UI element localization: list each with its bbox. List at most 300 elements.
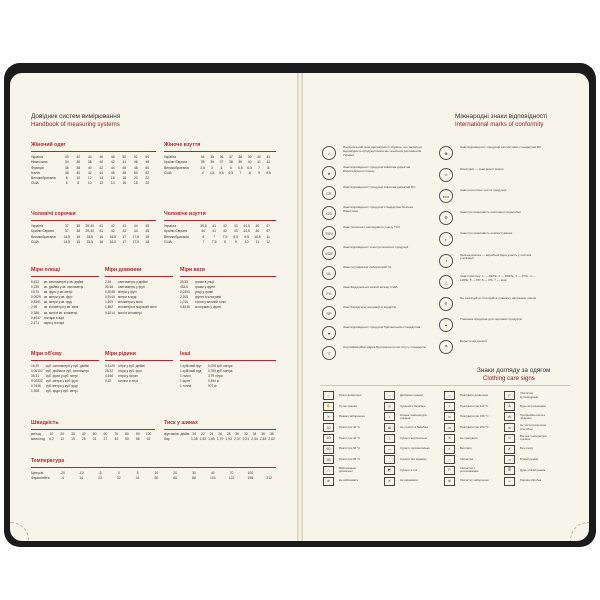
row-label: США — [31, 181, 39, 186]
list-value: 35,31 — [31, 374, 39, 379]
list-unit: 0,454 кг — [208, 379, 220, 384]
table-cell: 104 — [209, 476, 216, 481]
table-cell: 16 — [99, 234, 104, 239]
table-cell: 41 — [99, 224, 104, 228]
wash-60-icon: 60 — [323, 445, 334, 454]
table-cell: 38 — [76, 165, 81, 170]
list-value: 0,9144 — [105, 295, 115, 300]
table-cell: 20 — [173, 471, 178, 475]
table-cell: 46 — [255, 224, 260, 228]
list-value: 0,3048 — [105, 290, 115, 295]
table-cell: 48 — [122, 170, 127, 175]
row-label: США — [164, 170, 172, 175]
table-cell: 22 — [145, 176, 150, 181]
list-unit: літри у куб. футі — [118, 369, 142, 374]
low-tumble-icon: • — [384, 412, 395, 421]
list-value: 1 тонна — [180, 384, 192, 389]
iron-icon: ⌂ — [444, 391, 455, 400]
care-sign-label: Хімчистка з розчинниками — [460, 466, 479, 474]
conformity-mark — [439, 232, 544, 246]
care-sign-label: Не віджимати — [400, 478, 418, 483]
very-mild-icon: ≣ — [504, 466, 515, 475]
no-wet-icon: ⊘ — [504, 423, 515, 432]
fragile-icon: ☂ — [439, 340, 453, 354]
mark-description: Знак Федеральної комісії зв'язку США — [343, 285, 398, 289]
care-sign — [504, 466, 550, 475]
conformity-mark — [322, 226, 427, 240]
table-cell: 9,5 — [266, 170, 271, 175]
eco-icon: eco — [439, 189, 453, 203]
table-cell: 42 — [110, 224, 115, 228]
list-unit: кв. метри у кв. футі — [44, 295, 73, 300]
conformity-mark — [439, 189, 544, 203]
table-cell: 212 — [266, 476, 272, 481]
conformity-mark — [439, 275, 544, 289]
liquids-title: Міри рідини — [105, 351, 136, 357]
pressure-title: Тиск у шинах — [164, 420, 198, 426]
list-unit: грами у фунті — [195, 285, 216, 290]
table-cell: 18 — [122, 176, 127, 181]
mark-description: Woolmark — знак якості вовни — [460, 166, 504, 171]
table-cell: 46 — [133, 160, 138, 165]
care-sign — [384, 434, 430, 443]
table-cell: 52 — [133, 155, 138, 159]
care-sign-label: Сушити в тіні — [400, 467, 418, 472]
list-item — [180, 305, 239, 310]
list-item — [31, 389, 99, 394]
care-sign — [504, 445, 550, 454]
section-underline — [31, 220, 156, 221]
care-sign — [444, 423, 490, 432]
no-iron-icon: ✕ — [444, 434, 455, 443]
table-cell: 7,5 — [222, 234, 228, 239]
mark-description: Знак про можливість компостування — [460, 231, 513, 235]
row-label: Великобританія — [31, 234, 56, 239]
table-cell: 39-40 — [85, 224, 95, 228]
table-cell: 15 — [76, 239, 81, 244]
care-sign-label: Парова обробка — [520, 478, 542, 483]
list-unit: кв. фути у кв. метрі — [44, 290, 73, 295]
table-cell: 40 — [64, 155, 69, 159]
womens-clothing-title: Жіночий одяг — [31, 142, 66, 148]
list-unit: милі в кілометрі — [118, 310, 142, 315]
hand-wash-icon: ✋ — [323, 402, 334, 411]
table-cell: 34 — [200, 155, 205, 159]
care-sign-label: Без пари — [460, 446, 472, 451]
table-cell: -5 — [98, 471, 102, 475]
no-wring-icon: ✕ — [384, 477, 395, 486]
no-chlorine-icon: ✗ — [504, 445, 515, 454]
mark-description: Берегти від вологи — [460, 338, 487, 343]
table-cell: 41 — [257, 160, 261, 165]
conformity-mark — [322, 266, 427, 280]
list-unit: сантиметри у футі — [118, 285, 145, 290]
table-cell: 40 — [87, 165, 92, 170]
care-sign — [504, 391, 550, 400]
list-value: 2,59 — [31, 305, 38, 310]
table-row — [164, 171, 273, 176]
table-cell: 19 — [71, 437, 75, 442]
row-label: США — [31, 239, 39, 244]
bsi-mark-icon: ♥ — [322, 326, 336, 340]
list-unit: кв. дюйма у кв. сантиметрі — [44, 285, 84, 290]
table-cell: 36 — [219, 155, 224, 159]
table-cell: 18 — [145, 234, 150, 239]
table-cell: 39 — [238, 160, 243, 165]
table-cell: 44 — [133, 229, 138, 234]
table-cell: 50 — [92, 432, 97, 436]
list-value: 453,6 — [180, 285, 188, 290]
list-value: 0,7646 — [31, 384, 41, 389]
table-cell: 44 — [110, 165, 115, 170]
table-cell: 31 — [92, 437, 97, 442]
speed-title: Швидкість — [31, 420, 59, 426]
table-cell: 41 — [212, 224, 217, 228]
weight-list — [180, 280, 239, 311]
gs-mark-icon: GS — [322, 206, 336, 220]
table-cell: 44,5 — [243, 229, 250, 234]
table-cell: 6,5 — [247, 165, 252, 170]
table-cell: 41 — [266, 155, 271, 159]
care-sign — [384, 455, 430, 464]
table-cell: 18 — [133, 181, 138, 186]
table-cell: 47 — [266, 224, 271, 228]
table-cell: 17,5 — [132, 239, 140, 244]
care-sign-label: Прасувати при 150 °C — [460, 414, 489, 419]
temperature-title: Температура — [31, 458, 65, 464]
table-cell: 43 — [233, 229, 238, 234]
table-cell: 34 — [64, 160, 69, 165]
ce-mark-icon: CE — [322, 186, 336, 200]
volume-title: Міри об'єму — [31, 351, 62, 357]
care-sign-label: Не сушити в барабані — [400, 424, 429, 429]
table-cell: 50 — [154, 476, 159, 481]
conformity-mark — [439, 297, 544, 311]
table-cell: 46 — [255, 229, 260, 234]
wash-40-icon: 40 — [323, 434, 334, 443]
table-cell: 100 — [145, 432, 152, 436]
csa-mark-icon: SP — [322, 306, 336, 320]
table-cell: 45 — [145, 229, 150, 234]
ul-mark-icon: UL — [322, 266, 336, 280]
table-cell: 36 — [210, 160, 214, 165]
mark-description: Національний знак відповідності України, що засвідчує відповідність продукції вимогам технічних регламентів України — [343, 145, 422, 157]
conformity-mark — [322, 346, 427, 360]
list-unit: галони в літрі — [118, 379, 139, 384]
table-cell: 2,21 — [242, 437, 250, 442]
care-sign-label: Прасувати дозволено — [460, 392, 489, 397]
table-cell: 24 — [209, 432, 214, 436]
table-cell: 14 — [110, 181, 115, 186]
list-value: 0,06102 — [31, 369, 43, 374]
table-cell: 42 — [110, 229, 115, 234]
mark-description: Знак Канадської асоціації стандартів — [343, 305, 396, 309]
care-sign — [444, 455, 490, 464]
table-cell: 46 — [122, 165, 127, 170]
care-sign — [323, 423, 369, 432]
table-cell: 62 — [146, 437, 151, 442]
care-sign-label: Прасувати при 200 °C — [460, 424, 489, 429]
table-cell: 8 — [248, 170, 251, 175]
table-cell: 52 — [145, 170, 150, 175]
table-cell: 43 — [122, 224, 127, 228]
table-cell: 10,5 — [254, 234, 261, 239]
list-unit: кв. метри у кв. ярді — [44, 300, 72, 305]
list-value: 1 кубічний ярд — [180, 369, 202, 374]
length-title: Міри довжини — [105, 267, 142, 273]
mark-description: Знак про можливість повторної переробки — [460, 209, 521, 214]
table-row — [164, 437, 276, 442]
table-cell: 68 — [173, 476, 178, 481]
list-value: 0,155 — [31, 285, 39, 290]
bleach-icon: △ — [323, 466, 334, 475]
table-cell: 41 — [99, 229, 104, 234]
table-cell: 7,5 — [211, 239, 217, 244]
table-cell: 20 — [133, 176, 138, 181]
care-sign — [504, 423, 550, 432]
care-sign-label: Без хлору — [520, 446, 533, 451]
table-cell: 8,5 — [233, 234, 239, 239]
kite-mark-icon: ▽ — [322, 346, 336, 360]
care-sign-label: Вибілювання дозволено — [339, 466, 356, 474]
list-unit: метри у футі — [118, 290, 137, 295]
table-cell: 1,38 — [190, 437, 198, 442]
table-cell: 9 — [258, 170, 260, 175]
row-label: США — [164, 239, 172, 244]
handbook-title-en: Handbook of measuring systems — [31, 121, 120, 128]
table-cell: 35 — [200, 160, 205, 165]
section-underline — [31, 151, 156, 152]
table-cell: 44 — [87, 155, 92, 159]
table-cell: 10 — [154, 471, 159, 475]
list-unit: 0,765 куб. метра — [208, 369, 233, 374]
mens-shirts-table — [31, 224, 153, 245]
list-value: 2,54 — [105, 280, 112, 284]
table-cell: 7 — [202, 239, 205, 244]
list-unit: фунти в кілограмі — [195, 295, 222, 300]
mark-description: Упаковка придатна для харчових продуктів — [460, 317, 522, 321]
care-sign — [384, 466, 430, 475]
list-value: 28,35 — [180, 280, 188, 284]
conformity-mark — [439, 211, 544, 225]
table-cell: 39-40 — [85, 229, 95, 234]
list-unit: куб. метри у куб. футі — [46, 379, 78, 384]
table-cell: 48 — [145, 160, 150, 165]
table-cell: 8 — [65, 176, 68, 181]
table-cell: 7 — [258, 165, 260, 170]
weight-title: Міри ваги — [180, 267, 205, 273]
temperature-table — [31, 471, 279, 482]
list-unit: літри у галоні — [118, 374, 138, 379]
table-cell: 30 — [235, 432, 240, 436]
table-cell: 50 — [145, 165, 150, 170]
table-cell: 7 — [239, 170, 242, 175]
list-value: 0,6214 — [105, 310, 115, 315]
table-cell: -10 — [78, 471, 84, 475]
list-unit: сантиметри у дюймі — [118, 280, 148, 284]
list-unit: акри у гектарі — [44, 320, 65, 325]
table-cell: 18 — [145, 239, 150, 244]
list-value: 0,0353 — [180, 290, 190, 295]
list-unit: кв. милі в кв. кілометрі — [44, 310, 78, 315]
table-cell: 10 — [244, 239, 249, 244]
section-underline — [164, 151, 276, 152]
care-sign — [444, 466, 490, 475]
table-cell: -4 — [60, 476, 64, 481]
list-unit: кв. кілометри у кв. милі — [44, 305, 79, 310]
table-cell: 36 — [64, 165, 69, 170]
table-cell: 12 — [266, 239, 271, 244]
table-cell: 39 — [247, 155, 252, 159]
marks-title-ua: Міжнародні знаки відповідності — [455, 113, 548, 120]
table-cell: 8 — [267, 165, 270, 170]
section-underline — [31, 276, 99, 277]
section-underline — [31, 360, 99, 361]
table-row — [31, 476, 279, 481]
mens-shirts-title: Чоловічі сорочки — [31, 211, 76, 217]
table-cell: 8 — [77, 181, 80, 186]
care-sign — [384, 423, 430, 432]
womens-shoes-title: Жіноче взуття — [164, 142, 201, 148]
table-cell: 70 — [229, 471, 234, 475]
row-label: Країни Європи — [164, 229, 188, 234]
row-label: Великобританія — [164, 234, 189, 239]
care-sign-label: Сушити горизонтально — [400, 446, 430, 451]
list-unit: куб. сантиметри у куб. дюймі — [46, 364, 89, 368]
table-cell: 9,5 — [244, 234, 249, 239]
table-cell: 20 — [145, 181, 150, 186]
conformity-mark — [439, 168, 544, 182]
table-cell: 17 — [122, 239, 127, 244]
list-value: 2,471 — [31, 320, 39, 325]
care-sign-label: Прати при 95 °C — [339, 457, 361, 462]
table-cell: 1,93 — [225, 437, 232, 442]
list-unit: 0,028 куб. метра — [208, 364, 233, 368]
table-cell: 38 — [228, 160, 233, 165]
table-cell: 10 — [49, 432, 54, 436]
wet-clean-icon: W — [504, 412, 515, 421]
table-cell: 39,5 — [200, 224, 207, 228]
list-value: 0,02832 — [31, 379, 43, 384]
table-cell: 38 — [64, 170, 69, 175]
row-label: Країни Європи — [31, 229, 55, 234]
care-sign-label: Прати при 30 °C — [339, 424, 361, 429]
list-unit: унції у грамі — [195, 290, 213, 295]
table-cell: 37 — [228, 155, 233, 159]
table-cell: 12 — [60, 437, 65, 442]
list-unit: кілометри у милі — [118, 300, 143, 305]
mark-description: Зелена крапка — виробник бере участь у системі утилізації — [460, 252, 532, 261]
care-sign — [444, 477, 490, 486]
care-sign — [444, 412, 490, 421]
care-sign-label: Прати дозволено — [339, 392, 362, 397]
eu-stars-icon: ★ — [322, 166, 336, 180]
womens-clothing-table — [31, 155, 153, 187]
other-list — [180, 364, 268, 389]
mark-description: Знак відповідності продукції вимогам директив Європейського Союзу — [343, 165, 411, 173]
mark-description: Знак відповідності продукції стандартам безпеки Німеччини — [343, 205, 413, 213]
row-label: бар — [164, 437, 170, 442]
liquids-list — [105, 364, 173, 384]
list-item — [31, 321, 99, 326]
pressure-table — [164, 432, 276, 443]
shade-dry-icon: ◩ — [384, 466, 395, 475]
conformity-mark — [322, 286, 427, 300]
row-label: миль/год — [31, 437, 45, 442]
mark-description: Сертифікаційна марка Британського інституту стандартів — [343, 345, 426, 349]
conformity-mark — [322, 146, 427, 160]
table-cell: 41 — [212, 229, 217, 234]
table-cell: 2,5 — [200, 165, 206, 170]
list-unit: тонни у великій тонні — [195, 300, 227, 305]
table-cell: 12 — [99, 181, 104, 186]
conformity-mark — [322, 306, 427, 320]
list-item — [180, 384, 268, 389]
list-value: 30,48 — [105, 285, 113, 290]
row-label: Цельсія — [31, 471, 44, 475]
care-sign-label: Ручне прання — [339, 403, 357, 408]
conformity-mark — [322, 206, 427, 220]
table-cell: 45 — [145, 224, 150, 228]
care-sign — [444, 445, 490, 454]
list-value: 0,0929 — [31, 295, 41, 300]
table-cell: 46 — [99, 155, 104, 159]
table-cell: 40 — [81, 432, 86, 436]
table-cell: 100 — [247, 471, 254, 475]
table-cell: 42 — [76, 155, 81, 159]
care-sign-label: Сушити вертикально — [400, 435, 428, 440]
table-cell: 42 — [223, 229, 227, 234]
table-cell: 15 — [76, 234, 81, 239]
table-cell: 34 — [252, 432, 257, 436]
table-cell: 158 — [247, 476, 254, 481]
woolmark-icon: ∞ — [439, 168, 453, 182]
care-sign — [384, 391, 430, 400]
mark-description: Знак відповідності продукції екологічним стандартам ЄС — [460, 145, 542, 149]
drip-dry-icon: ⋮ — [384, 455, 395, 464]
care-sign — [504, 477, 550, 486]
care-sign-label: Дуже м'який режим — [520, 467, 546, 472]
table-cell: 48 — [133, 165, 138, 170]
table-cell: 70 — [114, 432, 119, 436]
section-underline — [180, 360, 276, 361]
list-value: 1,852 — [105, 305, 113, 310]
table-cell: 16 — [110, 176, 115, 181]
food-icon: 🍷 — [439, 318, 453, 332]
list-unit: кілометри в морській милі — [118, 305, 157, 310]
row-label: Україна — [164, 224, 176, 228]
table-cell: 50 — [125, 437, 129, 442]
list-unit: гектари в акрі — [44, 315, 65, 320]
list-value: 1 кубічний фут — [180, 364, 202, 368]
section-underline — [105, 276, 173, 277]
care-sign — [384, 477, 430, 486]
list-unit: 907 кг — [208, 384, 217, 389]
mark-description: Знак відповідності продукції британським стандартам — [343, 325, 421, 329]
care-sign — [323, 412, 369, 421]
row-label: Італія — [31, 170, 40, 175]
mark-description: Знак відповідності продукції вимогам директив ЄС — [343, 185, 416, 189]
row-label: Фаренгейта — [31, 476, 50, 481]
table-cell: 15,5 — [86, 239, 94, 244]
table-cell: 30 — [71, 432, 75, 436]
wash-tub-icon: ≈ — [323, 391, 334, 400]
row-label: Німеччина — [31, 160, 48, 165]
table-cell: 36 — [261, 432, 265, 436]
care-title-ua: Знаки догляду за одягом — [477, 367, 551, 374]
care-sign — [323, 445, 369, 454]
list-value: 0,4047 — [31, 315, 41, 320]
